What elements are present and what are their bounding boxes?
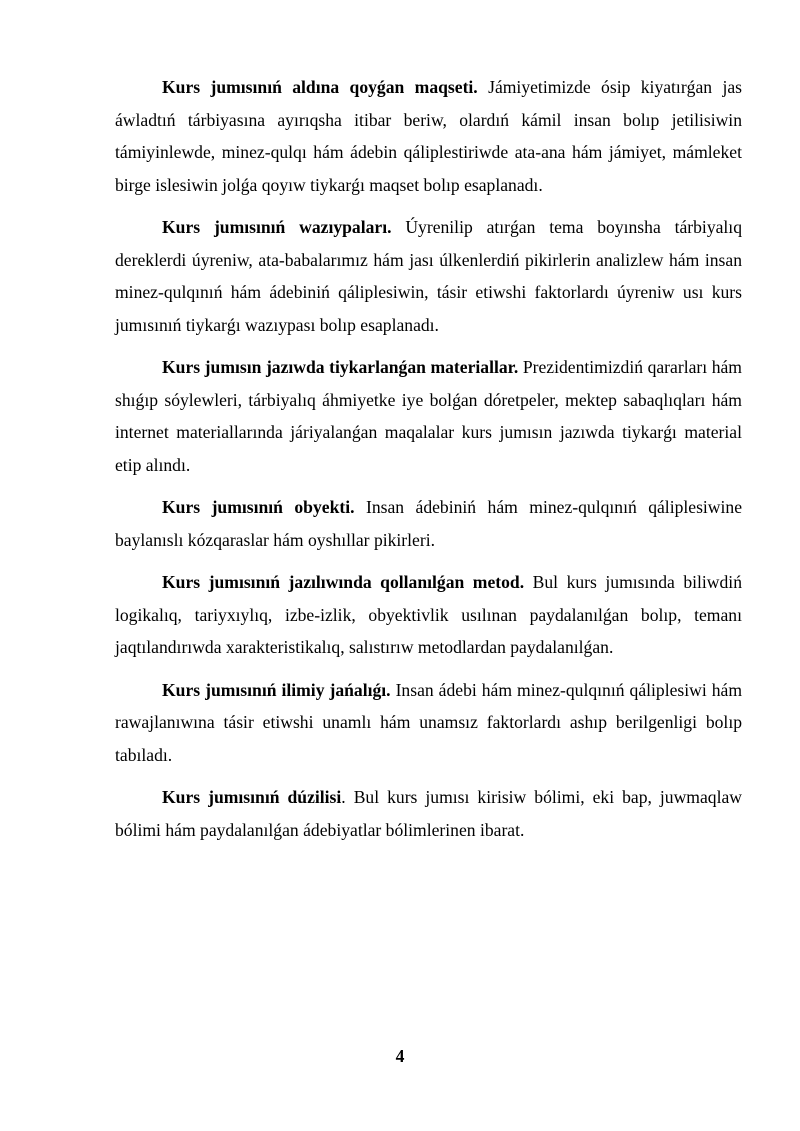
page-number: 4 bbox=[395, 1046, 405, 1066]
paragraph-heading: Kurs jumısınıń ilimiy jańalıǵı. bbox=[162, 679, 391, 700]
paragraph-materials bbox=[115, 351, 742, 481]
heading-separator: . bbox=[341, 787, 354, 807]
paragraph-text: Úyrenilip atırǵan tema boyınsha tárbiyalıq dereklerdi úyreniw, ata-babalarımız hám jası úlkenlerdiń pikirlerin analizlew hám insan minez-qulqınıń hám ádebiniń qáliplesiwin, tásir etiwshi faktorlardı úyreniw usı kurs jumısınıń tiykarǵı wazıypası bolıp esaplanadı. bbox=[115, 217, 742, 335]
paragraph-text: Jámiyetimizde ósip kiyatırǵan jas áwladtıń tárbiyasına ayırıqsha itibar beriw, olardıń kámil insan bolıp jetilisiwin támiyinlewde, minez-qulqı hám ádebin qáliplestiriwde ata-ana hám jámiyet, mámleket birge islesiwin jolǵa qoyıw tiykarǵı maqset bolıp esaplanadı. bbox=[115, 77, 742, 195]
heading-separator bbox=[392, 217, 406, 237]
paragraph-heading: Kurs jumısınıń wazıypaları. bbox=[162, 217, 392, 237]
paragraph-text: Insan ádebi hám minez-qulqınıń qáliplesiwi hám rawajlanıwına tásir etiwshi unamlı hám unamsız faktorlardı ashıp berilgenligi bolıp tabıladı. bbox=[115, 679, 743, 765]
paragraph-heading: Kurs jumısınıń jazılıwında qollanılǵan metod. bbox=[162, 572, 525, 592]
paragraph-text: Bul kurs jumısında biliwdiń logikalıq, tariyxıylıq, izbe-izlik, obyektivlik usılınan paydalanılǵan bolıp, temanı jaqtılandırıwda xarakteristikalıq, salıstırıw metodlardan paydalanılǵan. bbox=[115, 572, 742, 657]
page-body bbox=[115, 71, 742, 856]
paragraph-tasks bbox=[115, 211, 742, 341]
paragraph-object bbox=[115, 491, 742, 556]
heading-separator bbox=[478, 77, 488, 97]
paragraph-text: Insan ádebiniń hám minez-qulqınıń qáliplesiwine baylanıslı kózqaraslar hám oyshıllar pikirleri. bbox=[115, 497, 743, 550]
paragraph-text: Prezidentimizdiń qararları hám shıǵıp sóylewleri, tárbiyalıq áhmiyetke iye bolǵan dóretpeler, mektep sabaqlıqları hám internet materiallarında járiyalanǵan maqalalar kurs jumısın jazıwda tiykarǵı material etip alındı. bbox=[115, 357, 742, 475]
paragraph-heading: Kurs jumısınıń dúzilisi bbox=[162, 787, 342, 807]
heading-separator bbox=[524, 572, 533, 592]
paragraph-method bbox=[115, 566, 742, 664]
paragraph-heading: Kurs jumısınıń aldına qoyǵan maqseti. bbox=[162, 77, 478, 97]
paragraph-structure bbox=[115, 781, 742, 846]
paragraph-heading: Kurs jumısınıń obyekti. bbox=[162, 497, 355, 517]
paragraph-text: Bul kurs jumısı kirisiw bólimi, eki bap, juwmaqlaw bólimi hám paydalanılǵan ádebiyatlar bólimlerinen ibarat. bbox=[115, 787, 742, 840]
heading-separator bbox=[355, 497, 366, 517]
paragraph-novelty bbox=[115, 674, 742, 772]
paragraph-goal bbox=[115, 71, 742, 201]
paragraph-heading: Kurs jumısın jazıwda tiykarlanǵan materiallar. bbox=[162, 357, 519, 377]
